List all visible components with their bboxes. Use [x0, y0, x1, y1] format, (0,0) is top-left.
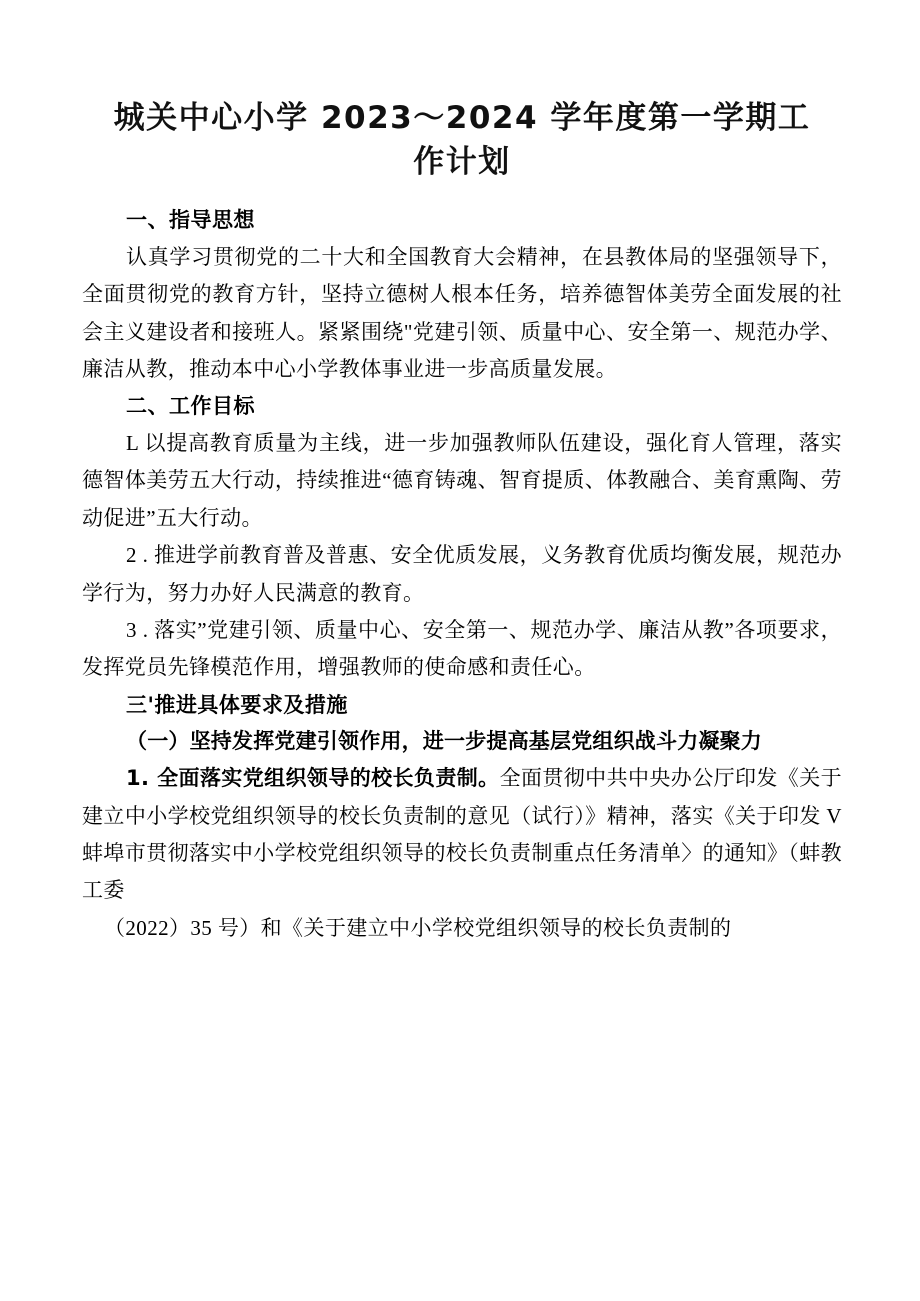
paragraph-goal-2: 2 . 推进学前教育普及普惠、安全优质发展，义务教育优质均衡发展，规范办学行为，努力办好人民满意的教育。: [82, 543, 842, 605]
page-title: 城关中心小学 2023〜2024 学年度第一学期工 作计划: [113, 100, 811, 181]
section-heading-measures: 三'推进具体要求及措施: [126, 692, 348, 717]
item-1-body: 全面贯彻中共中央办公厅印发《关于建立中小学校党组织领导的校长负责制的意见（试行）》精神，落实《关于印发 V 蚌埠市贯彻落实中小学校党组织领导的校长负责制重点任务清单〉的通知》（蚌教工委: [82, 766, 843, 903]
section-heading-work-goals: 二、工作目标: [126, 394, 255, 419]
paragraph-goal-1: L 以提高教育质量为主线，进一步加强教师队伍建设，强化育人管理，落实德智体美劳五大行动，持续推进“德育铸魂、智育提质、体教融合、美育熏陶、劳动促进”五大行动。: [82, 431, 842, 530]
paragraph-item-1: [82, 760, 842, 910]
paragraph-goal-3: 3 . 落实”党建引领、质量中心、安全第一、规范办学、廉洁从教”各项要求，发挥党员先锋模范作用，增强教师的使命感和责任心。: [82, 617, 842, 680]
paragraph-guiding-thought: 认真学习贯彻党的二十大和全国教育大会精神，在县教体局的坚强领导下，全面贯彻党的教育方针，坚持立德树人根本任务，培养德智体美劳全面发展的社会主义建设者和接班人。紧紧围绕"党建引领、质量中心、安全第一、规范办学、廉洁从教，推动本中心小学教体事业进一步高质量发展。: [82, 244, 842, 381]
subsection-heading-party-building: （一）坚持发挥党建引领作用，进一步提高基层党组织战斗力凝聚力: [126, 729, 762, 754]
section-heading-guiding-thought: 一、指导思想: [126, 208, 255, 233]
item-1-lead: 1. 全面落实党组织领导的校长负责制。: [126, 766, 500, 791]
paragraph-item-1-continued: （2022）35 号）和《关于建立中小学校党组织领导的校长负责制的: [104, 915, 732, 940]
